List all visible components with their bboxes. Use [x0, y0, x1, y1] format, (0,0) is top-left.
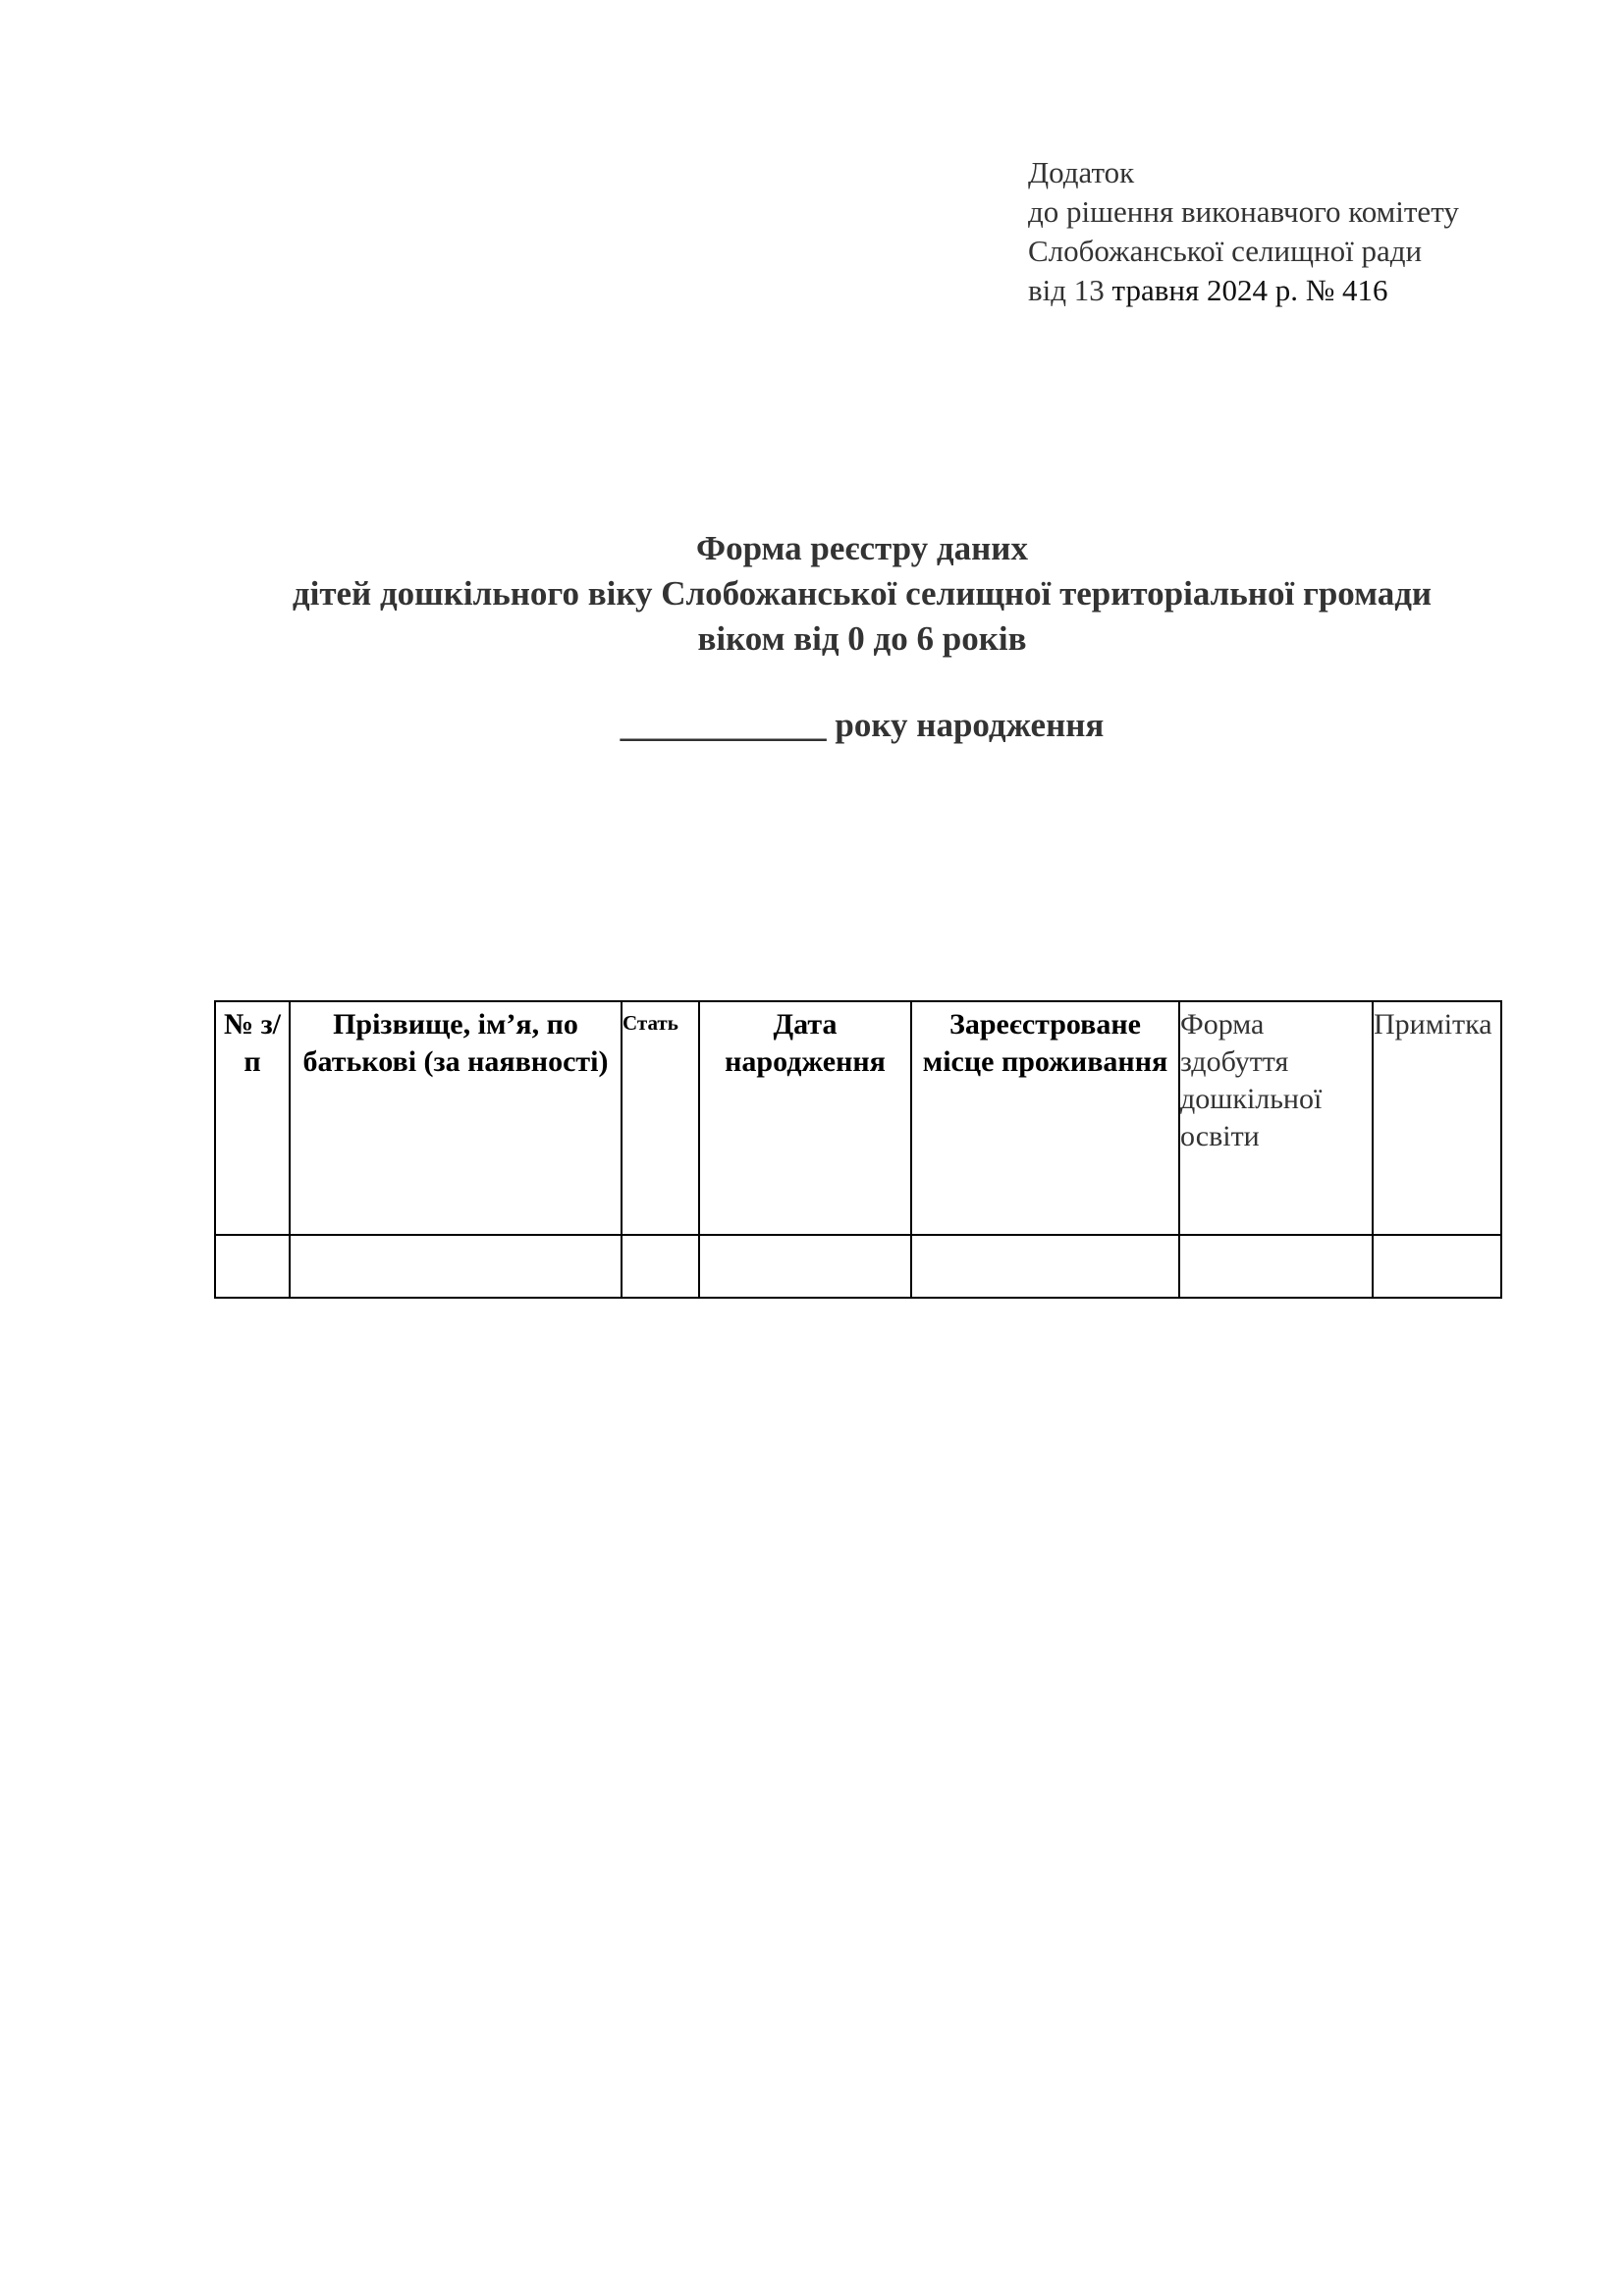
header-note: Примітка: [1373, 1001, 1501, 1235]
annex-date-number: [1028, 271, 1459, 310]
annex-block: [1028, 153, 1459, 310]
annex-title: Додаток: [1028, 155, 1135, 189]
header-education-form: Форма здобуття дошкільної освіти: [1179, 1001, 1373, 1235]
header-sex: Стать: [622, 1001, 699, 1235]
cell-sex[interactable]: [622, 1235, 699, 1298]
table-header-row: [215, 1001, 1501, 1235]
title-line-1: Форма реєстру даних: [696, 529, 1028, 567]
title-line-3: віком від 0 до 6 років: [697, 619, 1027, 658]
cell-registered-address[interactable]: [911, 1235, 1179, 1298]
header-full-name: Прізвище, ім’я, по батькові (за наявності): [290, 1001, 622, 1235]
header-birth-date: Дата народження: [699, 1001, 911, 1235]
annex-reference: до рішення виконавчого комітету: [1028, 194, 1459, 229]
birth-year-line: ____________ року народження: [620, 706, 1105, 744]
cell-note[interactable]: [1373, 1235, 1501, 1298]
table-row: [215, 1235, 1501, 1298]
document-title: [0, 526, 1624, 662]
cell-number[interactable]: [215, 1235, 290, 1298]
cell-full-name[interactable]: [290, 1235, 622, 1298]
cell-birth-date[interactable]: [699, 1235, 911, 1298]
annex-date-rest: травня 2024 р. № 416: [1111, 273, 1388, 307]
header-number: № з/п: [215, 1001, 290, 1235]
header-registered-address: Зареєстроване місце проживання: [911, 1001, 1179, 1235]
cell-education-form[interactable]: [1179, 1235, 1373, 1298]
register-table: [214, 1000, 1502, 1299]
annex-council: Слобожанської селищної ради: [1028, 234, 1423, 268]
annex-date-prefix: від 13: [1028, 273, 1112, 307]
title-line-2: дітей дошкільного віку Слобожанської селищної територіальної громади: [292, 574, 1433, 613]
